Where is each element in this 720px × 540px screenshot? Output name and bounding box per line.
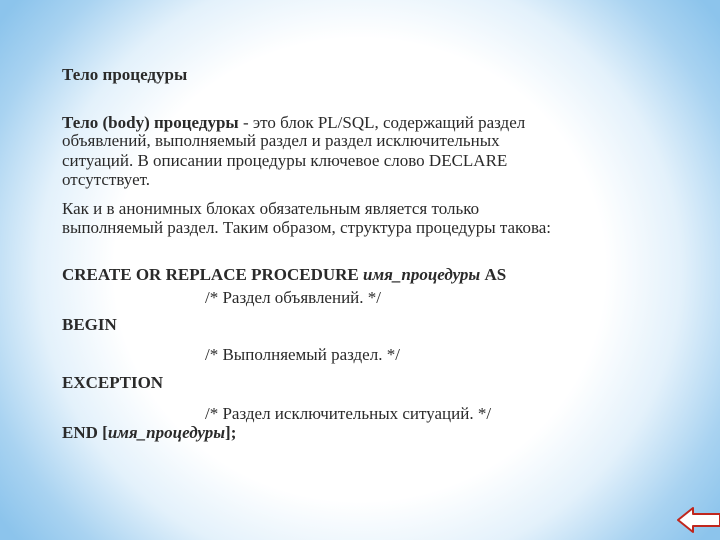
end-keyword: END [ [62,423,108,442]
exception-keyword: EXCEPTION [62,373,164,392]
comment-executable: /* Выполняемый раздел. */ [205,345,400,364]
body-term: Тело (body) процедуры [62,113,239,132]
comment-declarations: /* Раздел объявлений. */ [205,288,381,307]
begin-keyword: BEGIN [62,315,117,334]
back-button[interactable] [676,505,720,535]
para1-line1-rest: - это блок PL/SQL, содержащий раздел [238,113,526,132]
para1-line1 [62,114,525,132]
create-keyword: CREATE OR REPLACE PROCEDURE [62,265,363,284]
comment-exceptions: /* Раздел исключительных ситуаций. */ [205,404,492,423]
para1-line2: объявлений, выполняемый раздел и раздел исключительных [62,131,500,150]
back-arrow-icon [676,505,720,535]
end-procedure-name: имя_процедуры [107,423,226,442]
para1-line3: ситуаций. В описании процедуры ключевое слово DECLARE [62,151,508,170]
procedure-name: имя_процедуры [363,265,481,284]
para2-line1: Как и в анонимных блоках обязательным является только [62,199,480,218]
para1-line4: отсутствует. [62,170,151,189]
end-close: ]; [225,423,237,442]
as-keyword: AS [480,265,507,284]
code-create-line [62,266,506,284]
para2-line2: выполняемый раздел. Таким образом, структура процедуры такова: [62,218,552,237]
code-end-line [62,424,236,442]
slide-title: Тело процедуры [62,65,188,84]
